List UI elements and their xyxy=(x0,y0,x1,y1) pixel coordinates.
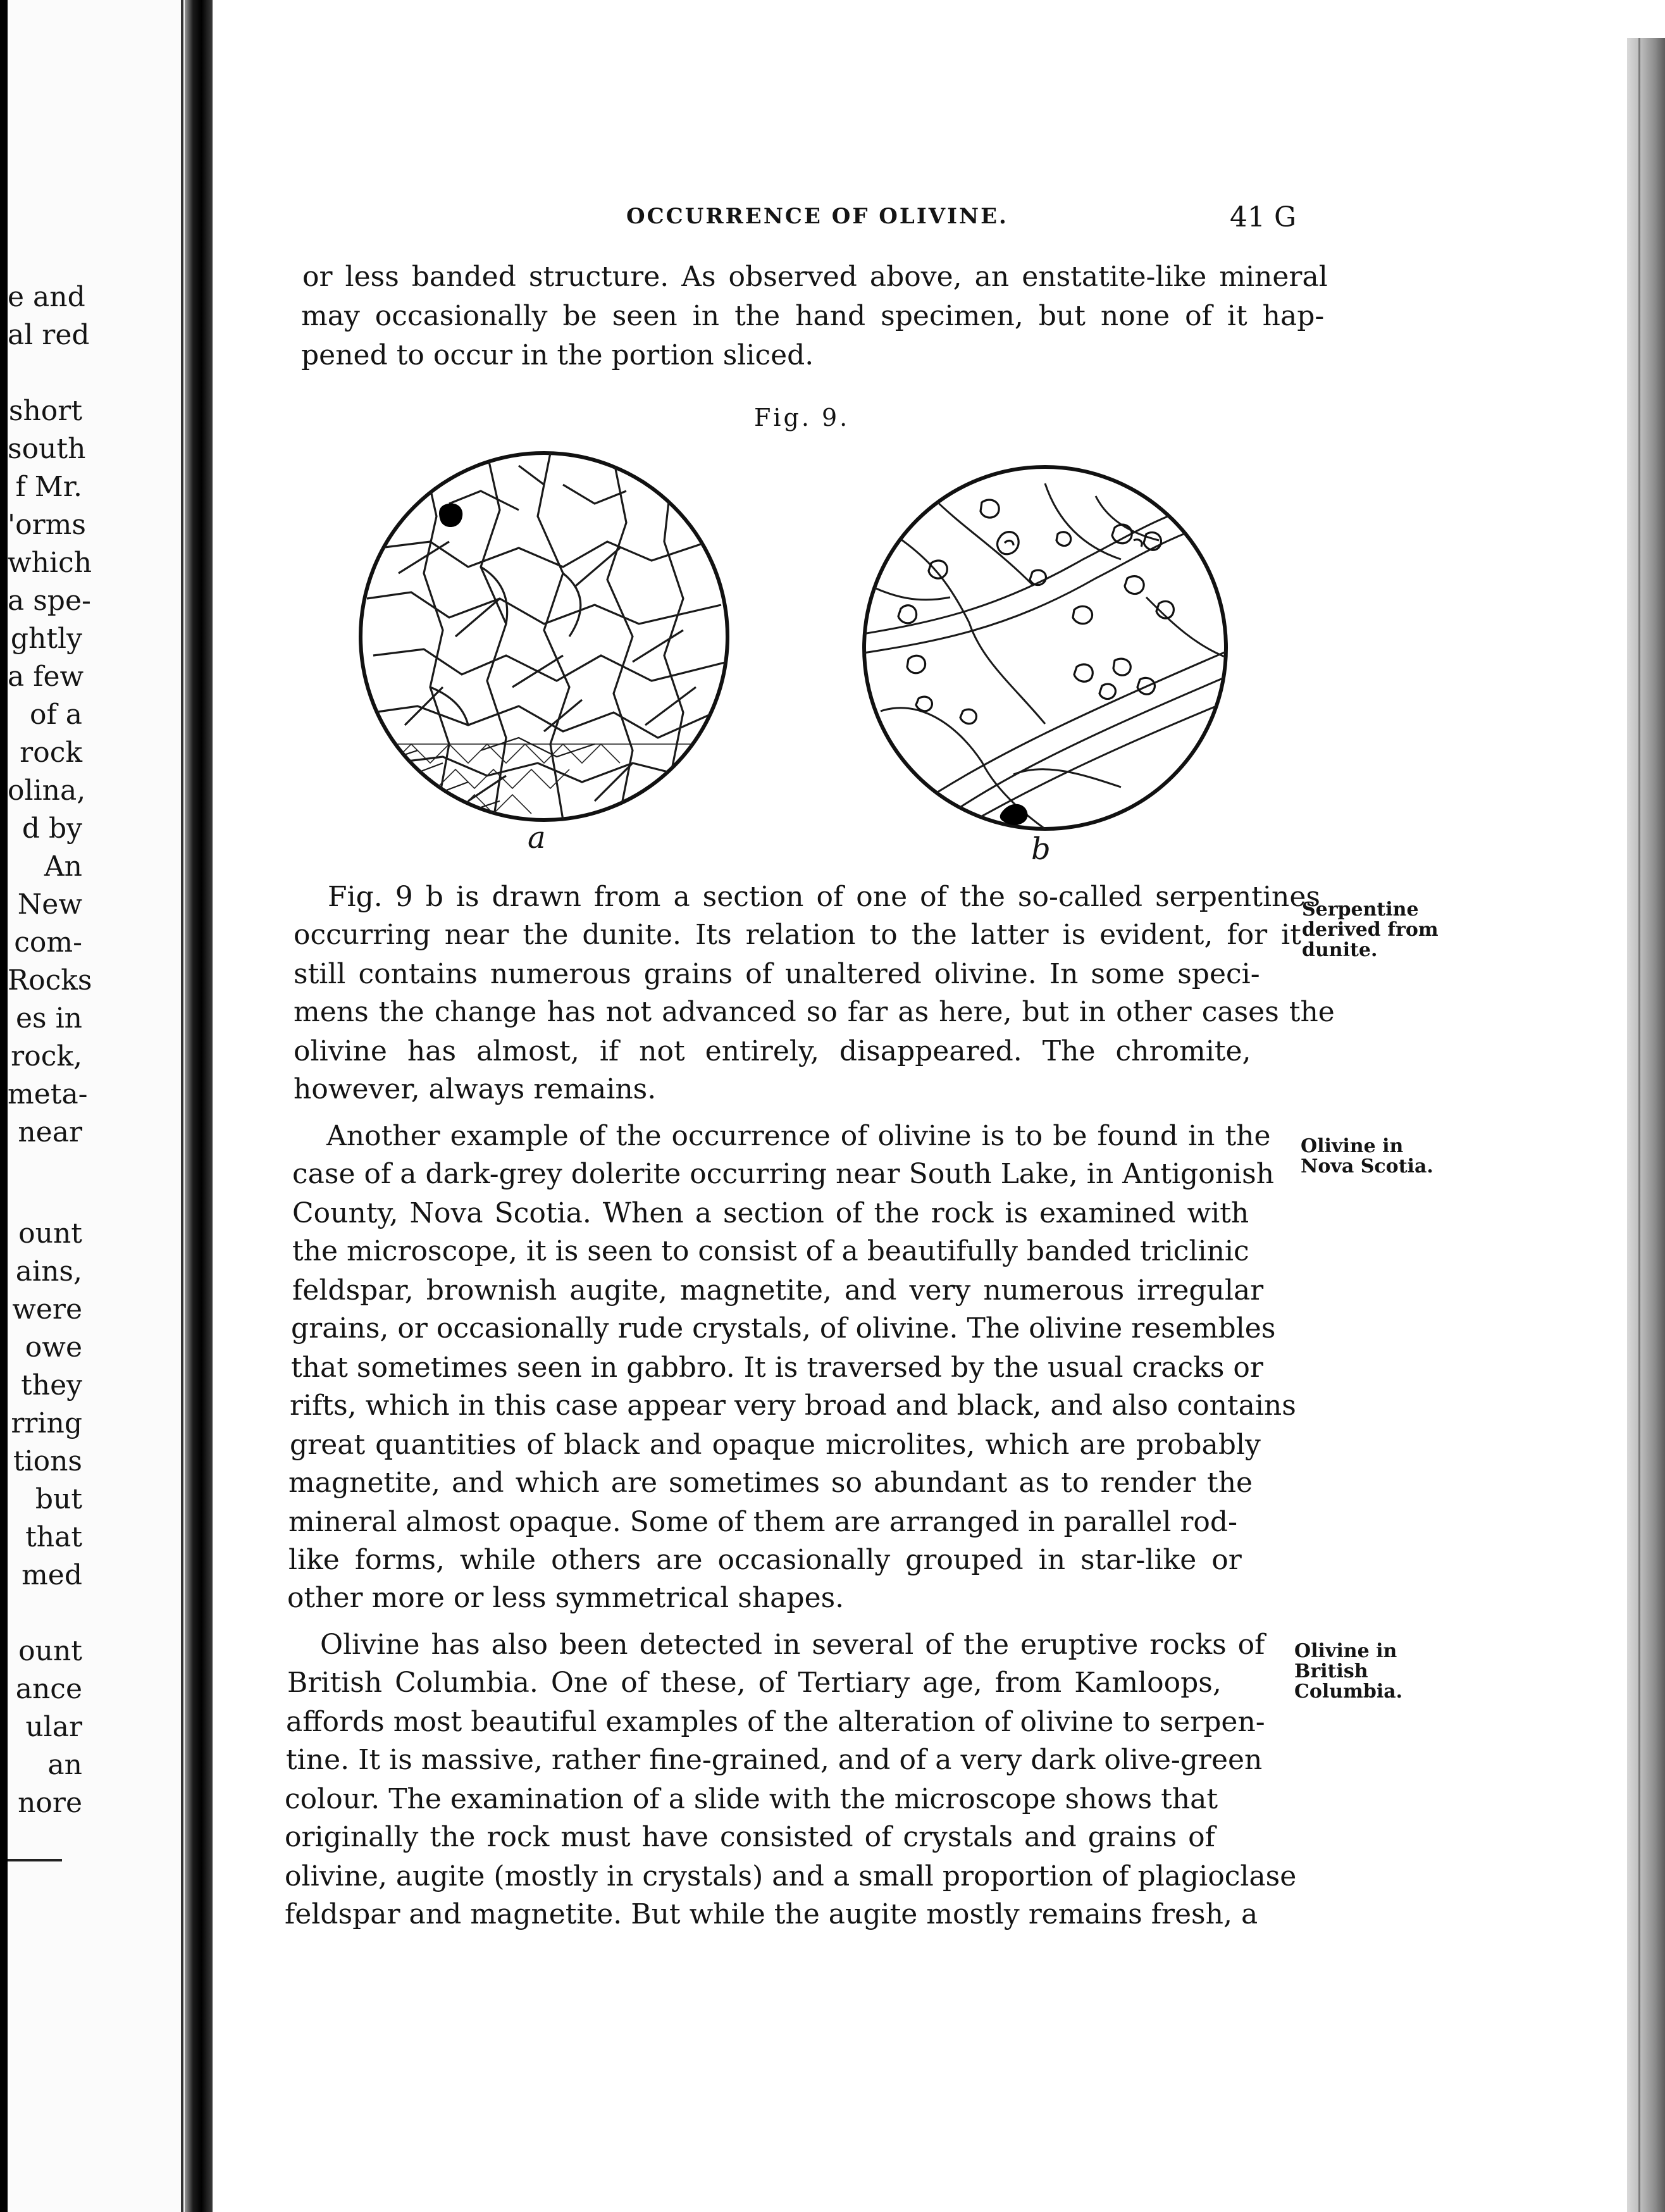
previous-page-fragment: meta- xyxy=(8,1078,88,1110)
margin-note-british-columbia: Olivine in British Columbia. xyxy=(1294,1640,1403,1703)
margin-note-serpentine: Serpentine derived from dunite. xyxy=(1302,898,1439,961)
margin-note-nova-scotia: Olivine in Nova Scotia. xyxy=(1301,1135,1433,1177)
intro-line: may occasionally be seen in the hand specimen, but none of it hap- xyxy=(301,300,1325,332)
previous-page-fragment: 'orms xyxy=(8,509,86,541)
page-edge-line xyxy=(1638,38,1640,2212)
previous-page-fragment: olina, xyxy=(8,774,86,807)
previous-page-fragment: med xyxy=(22,1559,82,1591)
figure-9b-drawing xyxy=(855,458,1235,838)
previous-page-fragment: es in xyxy=(15,1002,82,1035)
previous-page-fragment: were xyxy=(12,1293,82,1326)
paragraph-3-line: Olivine has also been detected in several of the eruptive rocks of xyxy=(320,1629,1265,1661)
previous-page-fragment: ular xyxy=(25,1711,82,1743)
paragraph-2-line: other more or less symmetrical shapes. xyxy=(287,1582,845,1614)
previous-page-fragment: a few xyxy=(8,661,84,693)
previous-page-fragment: ance xyxy=(15,1673,82,1705)
running-head: OCCURRENCE OF OLIVINE. xyxy=(626,204,1008,229)
intro-line: or less banded structure. As observed above, an enstatite-like mineral xyxy=(302,261,1328,293)
paragraph-1-line: mens the change has not advanced so far as here, but in other cases the xyxy=(294,996,1335,1028)
paragraph-3-line: colour. The examination of a slide with the microscope shows that xyxy=(285,1783,1218,1815)
paragraph-2-line: feldspar, brownish augite, magnetite, and very numerous irregular xyxy=(292,1274,1264,1307)
page-number: 41 G xyxy=(1230,201,1297,233)
previous-page-fragment: of a xyxy=(30,699,82,731)
previous-page-fragment: near xyxy=(18,1116,82,1148)
previous-page-fragment: they xyxy=(21,1369,82,1401)
paragraph-3-line: originally the rock must have consisted of crystals and grains of xyxy=(285,1821,1215,1853)
previous-page-edge xyxy=(8,0,185,2212)
figure-9a-label: a xyxy=(528,820,546,855)
previous-page-fragment: rock xyxy=(20,736,82,769)
scan-border-left xyxy=(0,0,8,2212)
previous-page-fragment: tions xyxy=(13,1445,82,1477)
previous-page-fragment: ount xyxy=(18,1217,82,1250)
previous-page-fragment: ount xyxy=(18,1635,82,1667)
paragraph-2-line: County, Nova Scotia. When a section of the rock is examined with xyxy=(292,1197,1249,1229)
figure-9b-label: b xyxy=(1031,831,1051,867)
paragraph-2-line: mineral almost opaque. Some of them are arranged in parallel rod- xyxy=(288,1506,1237,1538)
previous-page-fragment: An xyxy=(44,850,82,883)
paragraph-1-line: still contains numerous grains of unaltered olivine. In some speci- xyxy=(294,958,1260,990)
previous-page-fragment: an xyxy=(47,1749,82,1781)
paragraph-2-line: the microscope, it is seen to consist of a beautifully banded triclinic xyxy=(292,1235,1249,1267)
previous-page-fragment: which xyxy=(8,547,92,579)
figure-9a-drawing xyxy=(354,447,734,833)
previous-page-fragment: rring xyxy=(11,1407,82,1439)
paragraph-1-line: olivine has almost, if not entirely, disappeared. The chromite, xyxy=(294,1035,1251,1067)
paragraph-3-line: British Columbia. One of these, of Tertiary age, from Kamloops, xyxy=(287,1667,1222,1699)
previous-page-rule xyxy=(8,1859,62,1861)
paragraph-1-line: however, always remains. xyxy=(294,1073,657,1105)
paragraph-3-line: olivine, augite (mostly in crystals) and a small proportion of plagioclase xyxy=(285,1860,1297,1892)
previous-page-fragment: rock, xyxy=(11,1040,82,1072)
previous-page-fragment: ghtly xyxy=(10,623,82,655)
previous-page-fragment: but xyxy=(35,1483,82,1515)
paragraph-3-line: affords most beautiful examples of the alteration of olivine to serpen- xyxy=(286,1706,1265,1738)
figure-title: Fig. 9. xyxy=(754,404,850,432)
book-gutter xyxy=(185,0,213,2212)
previous-page-fragment: Rocks xyxy=(8,964,92,997)
paragraph-2-line: Another example of the occurrence of olivine is to be found in the xyxy=(326,1120,1271,1152)
previous-page-fragment: ains, xyxy=(15,1255,82,1288)
previous-page-fragment: south xyxy=(8,433,86,465)
paragraph-1-line: occurring near the dunite. Its relation to the latter is evident, for it xyxy=(294,919,1301,951)
paragraph-2-line: grains, or occasionally rude crystals, of olivine. The olivine resembles xyxy=(291,1312,1276,1345)
previous-page-fragment: f Mr. xyxy=(15,471,82,503)
previous-page-fragment: d by xyxy=(22,812,82,845)
paragraph-3-line: feldspar and magnetite. But while the augite mostly remains fresh, a xyxy=(285,1898,1258,1930)
previous-page-fragment: e and xyxy=(8,281,85,313)
paragraph-2-line: like forms, while others are occasionally grouped in star-like or xyxy=(288,1544,1242,1576)
page-edge-right xyxy=(1627,38,1665,2212)
paragraph-2-line: magnetite, and which are sometimes so abundant as to render the xyxy=(288,1467,1253,1499)
paragraph-2-line: that sometimes seen in gabbro. It is traversed by the usual cracks or xyxy=(291,1351,1263,1384)
paragraph-3-line: tine. It is massive, rather fine-grained, and of a very dark olive-green xyxy=(286,1744,1263,1776)
previous-page-fragment: com- xyxy=(14,926,82,959)
previous-page-border xyxy=(181,0,183,2212)
previous-page-fragment: al red xyxy=(8,319,90,351)
previous-page-fragment: a spe- xyxy=(8,585,91,617)
previous-page-fragment: owe xyxy=(25,1331,82,1364)
intro-line: pened to occur in the portion sliced. xyxy=(301,339,814,371)
paragraph-2-line: great quantities of black and opaque microlites, which are probably xyxy=(290,1429,1261,1461)
paragraph-1-line: Fig. 9 b is drawn from a section of one of the so-called serpentines xyxy=(328,881,1320,913)
paragraph-2-line: case of a dark-grey dolerite occurring near South Lake, in Antigonish xyxy=(292,1158,1275,1190)
paragraph-2-line: rifts, which in this case appear very broad and black, and also contains xyxy=(290,1389,1296,1422)
previous-page-fragment: short xyxy=(8,395,82,427)
previous-page-fragment: nore xyxy=(18,1787,82,1819)
previous-page-fragment: New xyxy=(17,888,82,921)
previous-page-fragment: that xyxy=(25,1521,82,1553)
